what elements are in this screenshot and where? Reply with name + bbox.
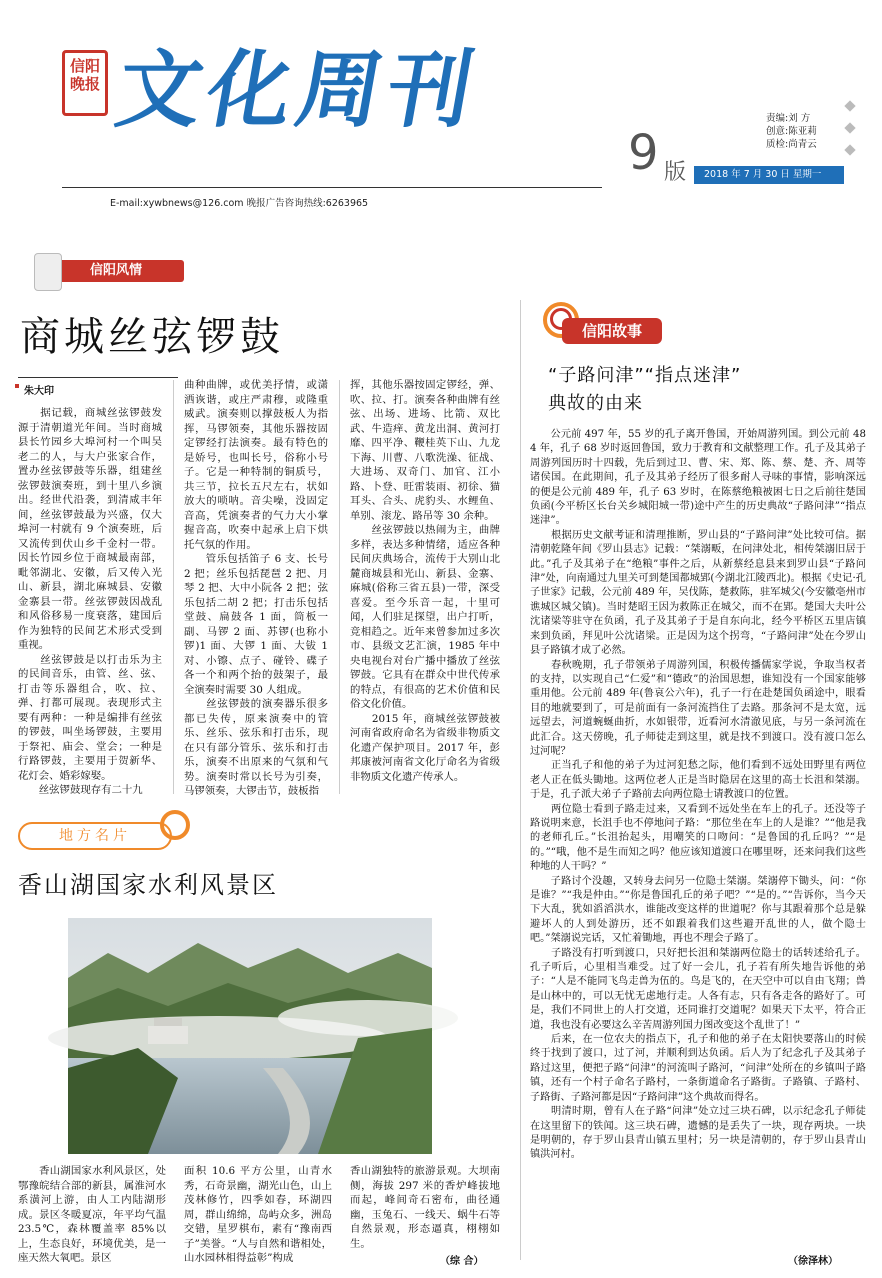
- diamond-ornament: [844, 122, 855, 133]
- article2-signoff: （综 合）: [440, 1256, 484, 1267]
- masthead-rule: [62, 187, 602, 188]
- staff-qa: 质检:尚青云: [766, 139, 817, 150]
- article3-signoff: （徐泽林）: [788, 1256, 838, 1267]
- article1-column-1: 据记载，商城丝弦锣鼓发源于清朝道光年间。当时商城县长竹园乡大埠河村一个叫吴老二的人，与大户张家合作，置办丝弦锣鼓等乐器，组建丝弦锣鼓演奏班，到十里八乡演出。经世代沿袭，到清咸丰年间，丝弦锣鼓最为兴盛，仅大埠河一村就有 9 个演奏班，后又流传到伏山乡千金村一带。因长竹园乡位于商城最南部，毗邻湖北、安徽，后又传入光山、新县，湖北麻城县、安徽金寨县一带。丝弦锣鼓因战乱和风俗移易一度衰落，建国后作为独特的民间艺术形式受到重视。 丝弦锣鼓是以打击乐为主的民间音乐，由管、丝、弦、打击等乐器组合，吹、拉、弹、打都可展现。表现形式主要有两种：一种是编排有丝弦的锣鼓，叫坐场锣鼓，主要用于祭祀、庙会、堂会；一种是行路锣鼓，主要用于贺新华、花灯会、婚彩嫁娶。 丝弦锣鼓现存有二十九: [18, 407, 162, 796]
- column-divider: [173, 380, 174, 794]
- edition-number: 9: [628, 125, 659, 181]
- article1-byline: 朱大印: [24, 386, 54, 397]
- section-tag-xinyang-customs: 信阳风情: [44, 260, 184, 282]
- supplement-title: 文化周刊: [109, 41, 487, 139]
- staff-credits: [766, 112, 817, 151]
- section-tag-xinyang-story: 信阳故事: [562, 318, 662, 344]
- article2-column-2: 面积 10.6 平方公里，山青水秀，石奇景幽，湖光山色，山上茂林修竹，四季如春，环湖四周，群山绵绵，岛屿众多，洲岛交错，星罗棋布，素有“豫南西子”美誉。“人与自然和谐相处，山水园林相得益彰”构成: [184, 1165, 332, 1264]
- article3-headline: [548, 362, 741, 418]
- article2-headline: 香山湖国家水利风景区: [18, 871, 278, 899]
- circle-ornament: [160, 810, 190, 840]
- article1-column-2: 曲种曲牌，或优美抒情，或潇洒诙谐，或庄严肃穆，或隆重威武。演奏则以撑鼓板人为指挥，马锣领奏，其他乐器按固定锣经打法演奏。最有特色的是娇号，也叫长号，俗称小号子。它是一种特制的铜质号，共三节，拉长五尺左右，状如放大的唢呐。音尖噪，没固定音高，凭演奏者的气力大小掌握音高，吹奏中起承上启下烘托气氛的作用。 管乐包括笛子 6 支、长号 2 把；丝乐包括琵琶 2 把、月琴 2 把、大中小阮各 2 把；弦乐包括二胡 2 把；打击乐包括堂鼓、扁鼓各 1 面，筒板一副、马锣 2 面、苏锣(也称小锣)1 面、大锣 1 面、大钹 1 对、小镲、点子、碰铃、碟子各一个和两个抬的鼓架子，最全演奏时需要 30 人组成。 丝弦锣鼓的演奏器乐很多都已失传，原来演奏中的管乐、丝乐、弦乐和打击乐，现在只有部分管乐、弦乐和打击乐，演奏不出原来的气氛和气势。演奏时常以长号为引奏，马锣领奏，大锣击节，鼓板指: [184, 379, 328, 797]
- scenic-lake-photo: [68, 918, 432, 1154]
- edition-suffix: 版: [664, 160, 687, 185]
- byline-marker: [15, 384, 19, 388]
- article3-headline-line1: “子路问津”“指点迷津”: [548, 365, 742, 386]
- diamond-ornament: [844, 100, 855, 111]
- article1-headline: 商城丝弦锣鼓: [20, 314, 284, 360]
- article3-body: 公元前 497 年，55 岁的孔子离开鲁国，开始周游列国。到公元前 484 年，孔子 68 岁时返回鲁国，致力于教育和文献整理工作。孔子及其弟子周游列国历时十四载，先后到过卫、曹、宋、郑、陈、蔡、楚、齐、周等诸侯国。在此期间，孔子及其弟子经历了很多耐人寻味的事情，影响深远的便是公元前 489 年，孔子 63 岁时，在陈蔡绝粮被困七日之后前往楚国负函(今平桥区长台关乡城阳城一带)途中产生的历史典故“子路问津”“指点迷津”。 根据历史文献考证和清理推断，罗山县的“子路问津”处比较可信。据清朝乾隆年间《罗山县志》记载：“桀溺畈，在问津处北，相传桀溺旧居于此。”孔子及其弟子在“绝粮”事件之后，从新蔡经息县来到罗山县“子路问津”处，向南通过九里关可到楚国都城郢(今湖北江陵西北)。根据《史记·孔子世家》记载，公元前 489 年，吴伐陈，楚救陈，驻军城父(今安徽亳州市谯城区城父镇)。当时楚昭王因为救陈正在城父，而不在郢。楚国大夫叶公沈诸梁等驻守在负函，孔子及其弟子于是自东向北，经今平桥区五里店镇来到负函，拜见叶公沈诸梁。正是因为这个拐弯，“子路问津”处在今罗山县子路镇才成了必然。 春秋晚期，孔子带领弟子周游列国，积极传播儒家学说，争取当权者的支持，以实现自己“仁爱”和“德政”的治国思想，谁知没有一个国家能够重用他。公元前 489 年(鲁哀公六年)，孔子一行在赴楚国负函途中，眼看目的地就要到了，可是前面有一条河流挡住了去路。那条河不是太宽，远远望去，河道蜿蜒曲折，水如银带，近看河水清澈见底，与另一条河流在此汇合。这天傍晚，孔子师徒走到这里，就是找不到渡口。没有渡口怎么过河呢？ 正当孔子和他的弟子为过河犯愁之际，他们看到不远处田野里有两位老人正在低头锄地。这两位老人正是当时隐居在这里的高士长沮和桀溺。于是，孔子派大弟子子路前去向两位隐士请教渡口的位置。 两位隐士看到子路走过来，又看到不远处坐在车上的孔子。还没等子路说明来意，长沮手也不停地问子路：“那位坐在车上的人是谁？”“他是我的老师孔丘。”长沮抬起头，用嘲笑的口吻问：“是鲁国的孔丘吗？”“是的。”“哦，他不是生而知之吗？他应该知道渡口在哪里呀，还来问我们这些种地的人干吗？” 子路讨个没趣，又转身去问另一位隐士桀溺。桀溺停下锄头，问：“你是谁？”“我是仲由。”“你是鲁国孔丘的弟子吧？”“是的。”“告诉你，当今天下大乱，犹如滔滔洪水，谁能改变这样的世道呢？你与其跟着那个总是躲避坏人的人到处游历，还不如跟着我们这些避开乱世的人，做个隐士吧。”桀溺说完话，又忙着锄地，再也不理会子路了。 子路没有打听到渡口，只好把长沮和桀溺两位隐士的话转述给孔子。孔子听后，心里相当难受。过了好一会儿，孔子若有所失地告诉他的弟子：“人是不能同飞鸟走兽为伍的。鸟是飞的，在天空中可以自由飞翔；兽是山林中的，可以无忧无虑地行走。人各有志，只有各走各的路好了。可是，我们不同世上的人打交道，还同谁打交道呢？如果天下太平，符合正道，我也没有必要这么辛苦周游列国力图改变这个乱世了！” 后来，在一位农夫的指点下，孔子和他的弟子在太阳快要落山的时候终于找到了渡口，过了河，并顺利到达负函。后人为了纪念孔子及其弟子路过这里，便把子路“问津”的河流叫子路河，“问津”处所在的乡镇叫子路镇，还有一个村子命名子路村，一条街道命名子路街。子路镇、子路村、子路街、子路河都是因“子路问津”这个典故而得名。 明清时期，曾有人在子路“问津”处立过三块石碑，以示纪念孔子师徒在这里留下的铁闻。这三块石碑，遗憾的是丢失了一块，现存两块。一块是明朝的，存于罗山县青山镇五里村；另一块是清朝的，存于罗山县青山镇洪河村。: [530, 429, 866, 1161]
- column-divider: [520, 300, 521, 1260]
- article1-column-3: 挥，其他乐器按固定锣经，弹、吹、拉、打。演奏各种曲牌有丝弦、出场、进场、比箭、双比武、牛造痒、黄龙出洞、黄河打靡、四平净、鞭桂英下山、九龙下海、川曹、八歌洗澡、征战、大进场、双奇门、加官、江小路、卜登、旺雷装雨、初徐、猫耳头、合头、虎豹头、水鲤鱼、单别、滚龙、路吊等 30 余种。 丝弦锣鼓以热闹为主，曲牌多样，表达多种情绪，适应各种民间庆典场合，流传于大别山北麓商城县和光山、新县、金寨、麻城(俗称三省五县)一带，深受喜爱。至今乐音一起，十里可闻，人们驻足探望，出户打听，竞相趋之。近年来曾参加过多次市、县级文艺汇演，1985 年中央电视台对台广播中播放了丝弦锣鼓。它具有在群众中世代传承的特点，有很高的艺术价值和民俗文化价值。 2015 年，商城丝弦锣鼓被河南省政府命名为省级非物质文化遗产保护项目。2017 年，彭邦康被河南省文化厅命名为省级非物质文化遗产传承人。: [350, 379, 500, 783]
- diamond-ornament: [844, 144, 855, 155]
- contact-line: E-mail:xywbnews@126.com 晚报广告咨询热线:6263965: [110, 198, 369, 209]
- newspaper-logo: 信阳晚报: [62, 50, 108, 116]
- column-divider: [339, 380, 340, 794]
- section-tag-local-card: 地方名片: [18, 822, 172, 850]
- article2-column-3: 香山湖独特的旅游景观。大坝南侧，海拔 297 米的香炉峰拔地而起，峰间奇石密布，曲径通幽，玉兔石、一线天、蜗牛石等自然景观，形态逼真，栩栩如生。: [350, 1165, 500, 1250]
- staff-design: 创意:陈亚莉: [766, 126, 817, 137]
- byline-rule: [18, 377, 178, 378]
- article3-headline-line2: 典故的由来: [548, 393, 643, 414]
- scroll-ornament: [34, 253, 62, 291]
- article2-column-1: 香山湖国家水利风景区，处鄂豫皖结合部的新县，属淮河水系潢河上游，由人工内陆湖形成。景区冬暖夏凉，年平均气温 23.5℃，森林覆盖率 85%以上，生态良好，环境优美，是一座天然大氧吧。景区: [18, 1165, 170, 1264]
- issue-date: 2018 年 7 月 30 日 星期一: [694, 166, 844, 184]
- staff-editor: 责编:刘 方: [766, 113, 811, 124]
